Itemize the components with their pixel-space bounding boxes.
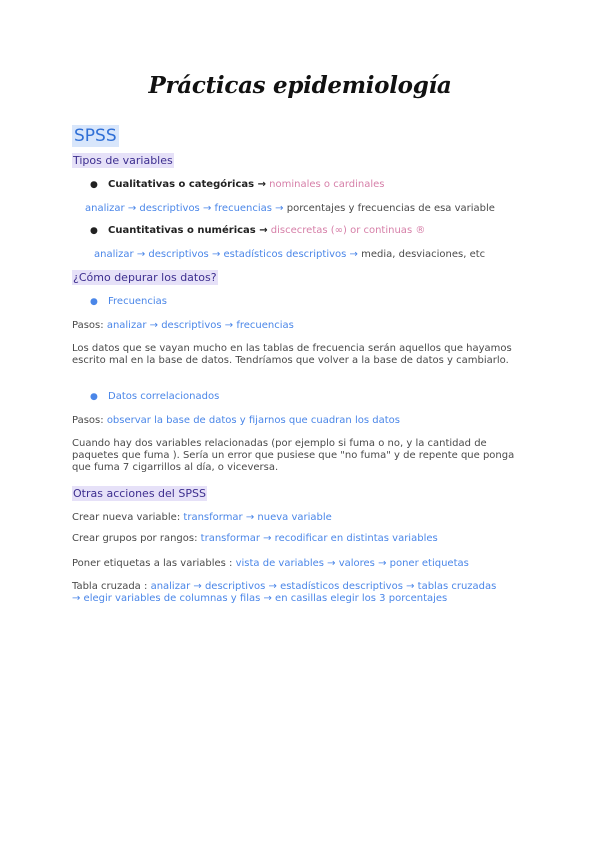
crear-grupos-label: Crear grupos por rangos:: [72, 533, 198, 544]
heading-tipos-variables: Tipos de variables: [73, 154, 173, 167]
cualitativas-value: nominales o cardinales: [269, 179, 385, 190]
cualitativas-label: Cualitativas o categóricas →: [108, 179, 266, 190]
bullet-frecuencias: Frecuencias: [108, 296, 168, 307]
crear-grupos-line: [72, 533, 438, 545]
cuantitativas-path-rest: media, desviaciones, etc: [361, 249, 486, 260]
pasos-correlacionados-path: observar la base de datos y fijarnos que cuadran los datos: [106, 415, 400, 426]
cuantitativas-path-line: [94, 249, 485, 261]
etiquetas-line: [72, 558, 469, 570]
bullet-dot: ●: [90, 297, 98, 307]
pasos-label: Pasos:: [72, 415, 104, 426]
bullet-dot: ●: [90, 180, 98, 190]
tabla-cruzada-path: analizar → descriptivos → estadísticos descriptivos → tablas cruzadas: [150, 581, 497, 592]
etiquetas-path: vista de variables → valores → poner etiquetas: [235, 558, 469, 569]
cuantitativas-label: Cuantitativas o numéricas →: [108, 225, 268, 236]
pasos-frecuencias: [72, 320, 294, 332]
crear-variable-path: transformar → nueva variable: [183, 512, 332, 523]
page-title: Prácticas epidemiología: [148, 72, 452, 99]
cualitativas-path-rest: porcentajes y frecuencias de esa variable: [286, 203, 495, 214]
etiquetas-label: Poner etiquetas a las variables :: [72, 558, 233, 569]
crear-variable-label: Crear nueva variable:: [72, 512, 181, 523]
pasos-correlacionados: [72, 415, 400, 427]
tabla-cruzada-label: Tabla cruzada :: [72, 581, 148, 592]
pasos-frecuencias-path: analizar → descriptivos → frecuencias: [106, 320, 294, 331]
bullet-dot: ●: [90, 392, 98, 402]
pasos-label: Pasos:: [72, 320, 104, 331]
tabla-cruzada-path-cont: → elegir variables de columnas y filas → en casillas elegir los 3 porcentajes: [72, 593, 448, 604]
cualitativas-path-line: [85, 203, 495, 215]
cualitativas-line: [108, 179, 385, 191]
crear-grupos-path: transformar → recodificar en distintas variables: [200, 533, 438, 544]
cualitativas-path: analizar → descriptivos → frecuencias →: [85, 203, 284, 214]
tabla-cruzada-line: [72, 581, 496, 593]
bullet-dot: ●: [90, 226, 98, 236]
heading-spss: SPSS: [74, 126, 117, 146]
cuantitativas-value: discecretas (∞) or continuas ®: [270, 225, 426, 236]
crear-variable-line: [72, 512, 332, 524]
heading-depurar: ¿Cómo depurar los datos?: [73, 271, 217, 284]
paragraph-frecuencias: Los datos que se vayan mucho en las tablas de frecuencia serán aquellos que hayamos escrito mal en la base de datos. Tendríamos que volver a la base de datos y cambiarlo.: [72, 343, 512, 366]
cuantitativas-path: analizar → descriptivos → estadísticos descriptivos →: [94, 249, 358, 260]
bullet-correlacionados: Datos correlacionados: [108, 391, 220, 402]
cuantitativas-line: [108, 225, 425, 237]
paragraph-correlacionados: Cuando hay dos variables relacionadas (por ejemplo si fuma o no, y la cantidad de paquetes que fuma ). Sería un error que pusiese que "no fuma" y de repente que ponga que fuma 7 cigarrillos al día, o viceversa.: [72, 438, 515, 473]
heading-otras-acciones: Otras acciones del SPSS: [73, 487, 206, 500]
